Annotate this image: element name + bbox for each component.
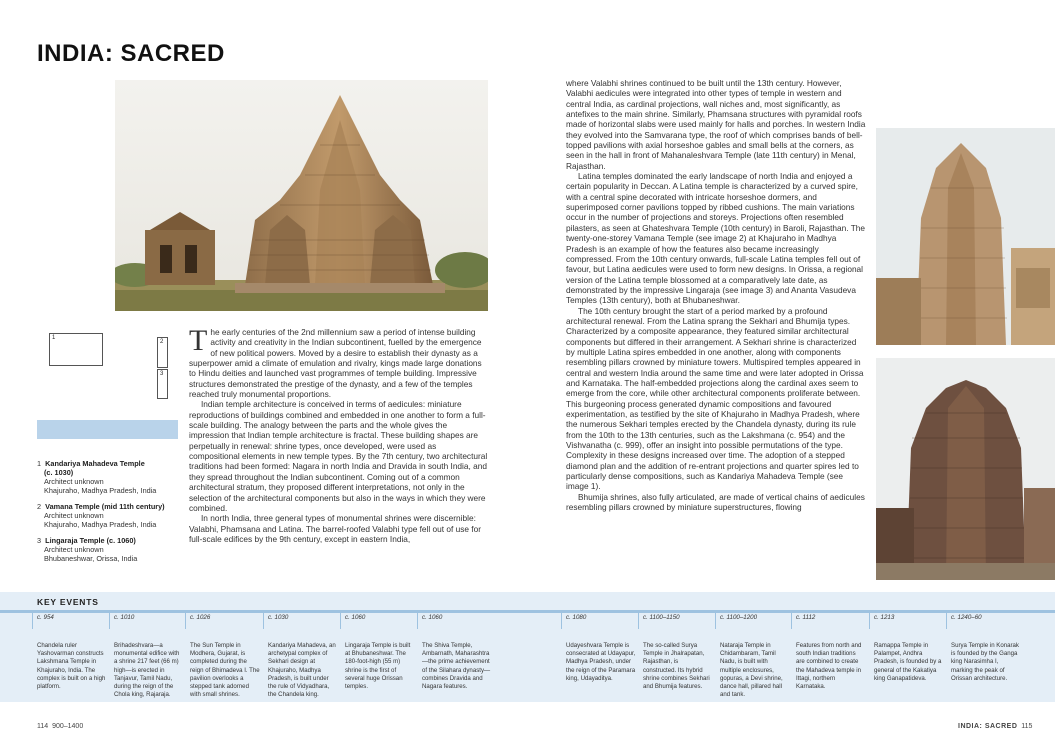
lingaraja-temple-photo [876,358,1055,580]
key-event-tick [869,611,870,629]
dropcap: T [189,324,208,357]
key-event-tick [638,611,639,629]
body-text-left [189,324,489,544]
kandariya-temple-photo [115,80,488,311]
caption-item [37,502,178,529]
body-paragraph: Bhumija shrines, also fully articulated, are made of vertical chains of aedicules resembling pillars crowned by miniature superstructures, flowing [566,491,865,513]
key-event-date: c. 1100–1150 [643,614,680,621]
vamana-temple-photo [876,128,1055,345]
key-event-tick [946,611,947,629]
key-event [345,614,415,691]
key-event-date: c. 1060 [345,614,366,621]
caption-place: Khajuraho, Madhya Pradesh, India [44,520,157,529]
period-range: 900–1400 [52,723,84,730]
page-number: 114 [37,723,49,730]
key-event-tick [791,611,792,629]
key-event [951,614,1021,683]
key-event-date: c. 1080 [566,614,587,621]
key-event-date: c. 1240–60 [951,614,982,621]
key-event-tick [340,611,341,629]
key-event-date: c. 1010 [114,614,135,621]
key-event [720,614,790,699]
key-event-date: c. 1060 [422,614,443,621]
key-event-text: The Sun Temple in Modhera, Gujarat, is completed during the reign of Bhimadeva I. The pavilion overlooks a stepped tank adorned with small shrines. [190,642,260,699]
key-event-date: c. 1026 [190,614,211,621]
key-event-tick [109,611,110,629]
caption-place: Bhubaneshwar, Orissa, India [44,554,138,563]
locator-box-2 [157,337,168,368]
key-event-date: c. 954 [37,614,54,621]
key-event-date: c. 1112 [796,614,816,621]
key-event-text: Kandariya Mahadeva, an archetypal complex of Sekhari design at Khajuraho, Madhya Pradesh, is built under the rule of Vidyadhara, the Chandela king. [268,642,336,699]
key-event [643,614,713,691]
caption-architect: Architect unknown [44,545,104,554]
key-event [874,614,944,683]
page-number: 115 [1021,723,1033,730]
section-label: INDIA: SACRED [958,723,1018,730]
locator-number: 2 [160,339,164,345]
locator-box-1 [49,333,103,366]
key-event [566,614,636,683]
key-event-tick [32,611,33,629]
caption-item [37,459,178,495]
body-paragraph: The 10th century brought the start of a period marked by a profound architectural renewal. From the Latina sprang the Sekhari and Bhumija types. Characterized by a composite appearance, they featured similar architectural components but differed in their arrangement. A Sekhari shrine is characterized by multiple Latina spires embedded in one another, along with components resembling pillars crowned by miniature towers. Multispired temples appeared in central and western India around the same time and were later adopted in Orissa and Karnataka. The half-embedded projections along the cardinal axes seem to emerge from the core, while other architectural components proliferate between. This burgeoning process generated dynamic compositions and favoured experimentation, as testified by the site of Khajuraho in Madhya Pradesh, where the numerous Sekhari temples erected by the Chandela dynasty, during its rule from the 10th to the 13th centuries, such as the Lakshmana (c. 954) and the Vishvanatha (c. 999), offer an insight into possible permutations of the type. Complexity in these designs increased over time. The adoption of a stepped diamond plan and the addition of re-entrant projections and quarter spires led to particularly dense compositions, such as Kandariya Mahadeva Temple (see image 1). [566,305,864,492]
caption-item [37,536,178,563]
folio-left [37,723,83,730]
key-event-date: c. 1030 [268,614,289,621]
body-paragraph: Indian temple architecture is conceived in terms of aedicules: miniature reproductions of buildings combined and embedded in one another to form a full-scale building. The analogy between the parts and the whole gives the impression that Indian temple architecture is fractal. These building shapes are perpetually in renewal: shrine types, once developed, were used as compositional elements in new temple types. By the 7th century, two architectural traditions had been formed: Nagara in north India and Dravida in south India, and they spread throughout the Indian subcontinent. Coming out of a common architectural stratum, they proposed different interpretations, not only in the selection of the architectural components but also in the ways in which they were combined. [189,399,488,513]
key-event-text: Udayeshvara Temple is consecrated at Udayapur, Madhya Pradesh, under the reign of the Paramara king, Udayaditya. [566,642,636,682]
caption-date: (c. 1030) [44,468,74,477]
folio-right [958,723,1032,730]
key-event-tick [185,611,186,629]
key-event-text: Surya Temple in Konarak is founded by the Ganga king Narasimha I, marking the peak of Orissan architecture. [951,642,1019,682]
key-event-text: The Shiva Temple, Ambarnath, Maharashtra—the prime achievement of the Silahara dynasty—combines Dravida and Nagara features. [422,642,491,691]
key-event [796,614,866,691]
caption-title: Kandariya Mahadeva Temple [45,459,145,468]
key-event [114,614,184,699]
key-event-text: The so-called Surya Temple in Jhalrapatan, Rajasthan, is constructed. Its hybrid shrine combines Sekhari and Bhumija features. [643,642,710,691]
caption-number: 1 [37,459,42,468]
key-event-tick [715,611,716,629]
caption-number: 2 [37,502,42,511]
body-paragraph: The early centuries of the 2nd millennium saw a period of intense building activity and creativity in the Indian subcontinent, fuelled by the emergence of new political powers. Moved by a desire to establish their dynasty as a superpower amid a climate of emulation and rivalry, kings made large donations to Hindu deities and launched vast programmes of temple building. Impressive structures demonstrated the prestige of the dynasty, and a few of the temples reached truly monumental proportions. [189,324,482,400]
locator-number: 3 [160,371,164,377]
body-paragraph: where Valabhi shrines continued to be built until the 13th century. However, Valabhi aedicules were integrated into other types of temple in western and central India, as cardinal projections, wall niches and, most significantly, as antefixes to the main shrine. Similarly, Phamsana structures with pyramidal roofs made of horizontal slabs were used mainly for halls and porches. In western India they evolved into the Samvarana type, the roof of which comprises bands of bell-topped pavilions with axial horseshoe gables and small bells at the corners, as seen in the hall in front of Mahanaleshvara Temple (late 11th century) in Menal, Rajasthan. [566,78,866,171]
key-event-text: Ramappa Temple in Palampet, Andhra Pradesh, is founded by a general of the Kakatiya king Ganapatideva. [874,642,942,682]
key-event-tick [263,611,264,629]
caption-place: Khajuraho, Madhya Pradesh, India [44,486,157,495]
key-event-text: Lingaraja Temple is built at Bhubaneshwar. The 180-foot-high (55 m) shrine is the first of several huge Orissan temples. [345,642,411,691]
caption-title: Lingaraja Temple (c. 1060) [45,536,136,545]
key-event-text: Nataraja Temple in Chidambaram, Tamil Nadu, is built with multiple enclosures, gopuras, a Devi shrine, dance hall, pillared hall and tank. [720,642,783,699]
caption-color-bar [37,420,178,439]
body-text-right [566,78,866,512]
key-event-date: c. 1213 [874,614,895,621]
caption-architect: Architect unknown [44,511,104,520]
caption-architect: Architect unknown [44,477,104,486]
key-event-tick [417,611,418,629]
caption-number: 3 [37,536,42,545]
key-event [37,614,107,691]
body-paragraph: Latina temples dominated the early landscape of north India and enjoyed a certain popularity in Deccan. A Latina temple is characterized by a curved spire, with a central spine decorated with intricate horseshoe dormers, and superimposed corner pavilions topped by ribbed cushions. The main variations occur in the number of projections and storeys. Projections often resembled pilasters, as seen at Ghateshvara Temple (10th century) in Baroli, Rajasthan. The twenty-one-storey Vamana Temple (see image 2) at Khajuraho in Madhya Pradesh is an example of how the features also became increasingly compressed. From the 10th century onwards, full-scale Latina temples fell out of favour, but Latina aedicules were used to form new designs. In Orissa, a regional version of the Latina temple blossomed at a comparatively late date, as demonstrated by the impressive Lingaraja (see image 3) and Ananta Vasudeva Temples (13th century), both at Bhubaneshwar. [566,171,865,306]
key-event-date: c. 1100–1200 [720,614,758,621]
page-title: INDIA: SACRED [37,40,225,67]
key-event-text: Chandela ruler Yashovarman constructs Lakshmana Temple in Khajuraho, India. The complex is built on a high platform. [37,642,106,691]
caption-list [37,459,178,570]
key-events-rule [0,610,1055,613]
body-paragraph: In north India, three general types of monumental shrines were discernible: Valabhi, Phamsana and Latina. The barrel-roofed Valabhi type fell out of use for full-scale edifices by the 9th century, except in eastern India, [189,513,481,544]
key-event [190,614,260,699]
key-event-tick [561,611,562,629]
key-event [268,614,338,699]
key-event-text: Features from north and south Indian traditions are combined to create the Mahadeva temple in Ittagi, northern Karnataka. [796,642,862,691]
key-events-heading: KEY EVENTS [37,597,99,607]
locator-box-3 [157,369,168,399]
locator-number: 1 [52,335,56,341]
key-event [422,614,492,691]
key-event-text: Brihadeshvara—a monumental edifice with a shrine 217 feet (66 m) high—is erected in Tanjavur, Tamil Nadu, during the reign of the Chola king, Rajaraja. [114,642,180,699]
caption-title: Vamana Temple (mid 11th century) [45,502,165,511]
